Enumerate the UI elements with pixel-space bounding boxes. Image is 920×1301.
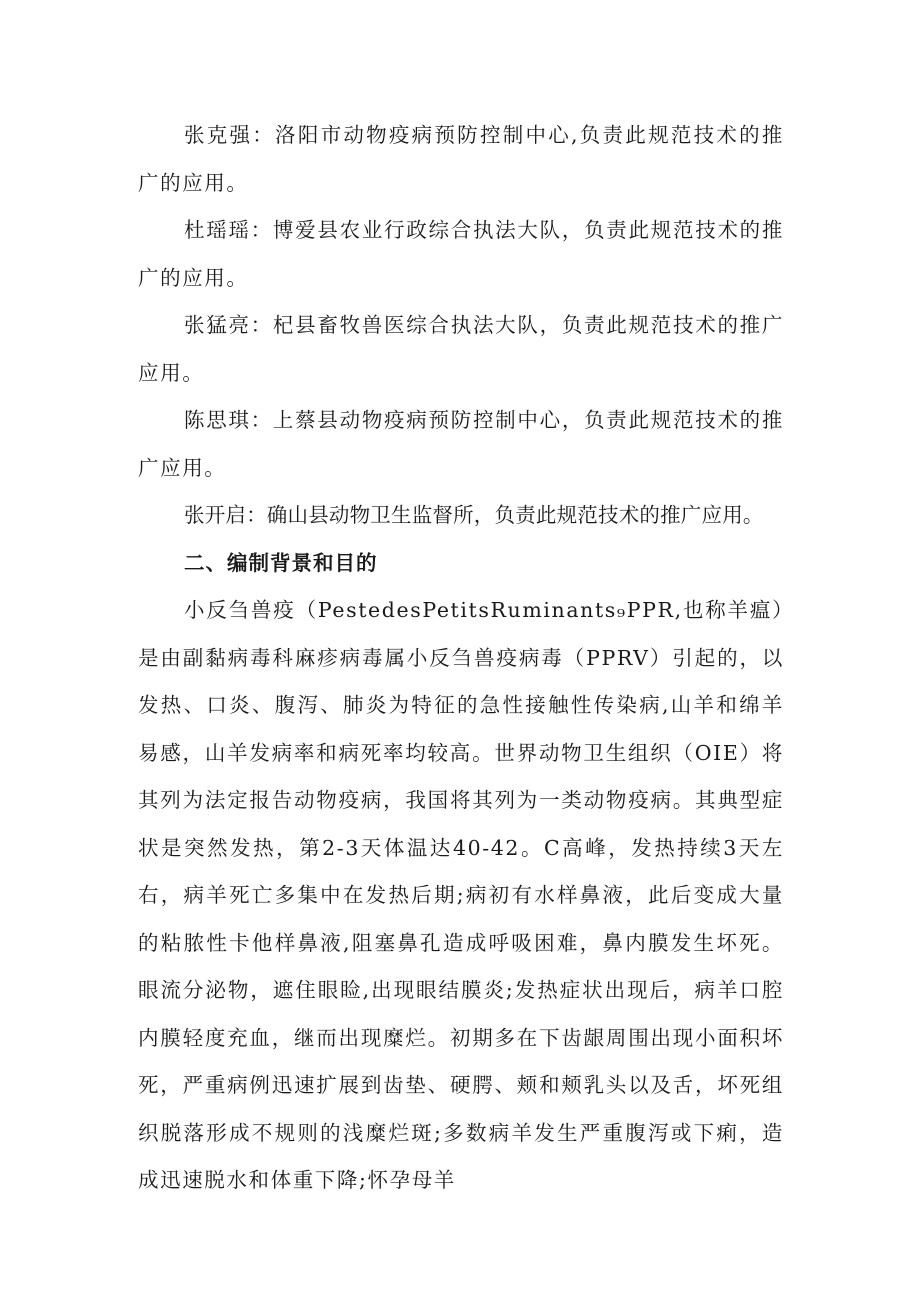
body-paragraph: 小反刍兽疫（PestedesPetitsRuminants₉PPR,也称羊瘟）是由副黏病毒科麻疹病毒属小反刍兽疫病毒（PPRV）引起的，以发热、口炎、腹泻、肺炎为特征的急性接触性传染病,山羊和绵羊易感，山羊发病率和病死率均较高。世界动物卫生组织（OIE）将其列为法定报告动物疫病，我国将其列为一类动物疫病。其典型症状是突然发热，第2-3天体温达40-42。C高峰，发热持续3天左右，病羊死亡多集中在发热后期;病初有水样鼻液，此后变成大量的粘脓性卡他样鼻液,阻塞鼻孔造成呼吸困难，鼻内膜发生坏死。眼流分泌物，遮住眼睑,出现眼结膜炎;发热症状出现后，病羊口腔内膜轻度充血，继而出现糜烂。初期多在下齿龈周围出现小面积坏死，严重病例迅速扩展到齿垫、硬腭、颊和颊乳头以及舌，坏死组织脱落形成不规则的浅糜烂斑;多数病羊发生严重腹泻或下痢，造成迅速脱水和体重下降;怀孕母羊 (138, 598, 784, 1192)
contributor-paragraph-3: 张猛亮：杞县畜牧兽医综合执法大队，负责此规范技术的推广应用。 (138, 313, 784, 385)
contributor-paragraph-1: 张克强：洛阳市动物疫病预防控制中心,负责此规范技术的推广的应用。 (138, 123, 784, 195)
contributor-paragraph-5: 张开启：确山县动物卫生监督所，负责此规范技术的推广应用。 (184, 503, 764, 527)
document-body (138, 112, 784, 1205)
contributor-paragraph-4: 陈思琪：上蔡县动物疫病预防控制中心，负责此规范技术的推广应用。 (138, 408, 784, 480)
contributor-paragraph-2: 杜瑶瑶：博爱县农业行政综合执法大队，负责此规范技术的推广的应用。 (138, 218, 784, 290)
section-heading: 二、编制背景和目的 (184, 550, 378, 575)
